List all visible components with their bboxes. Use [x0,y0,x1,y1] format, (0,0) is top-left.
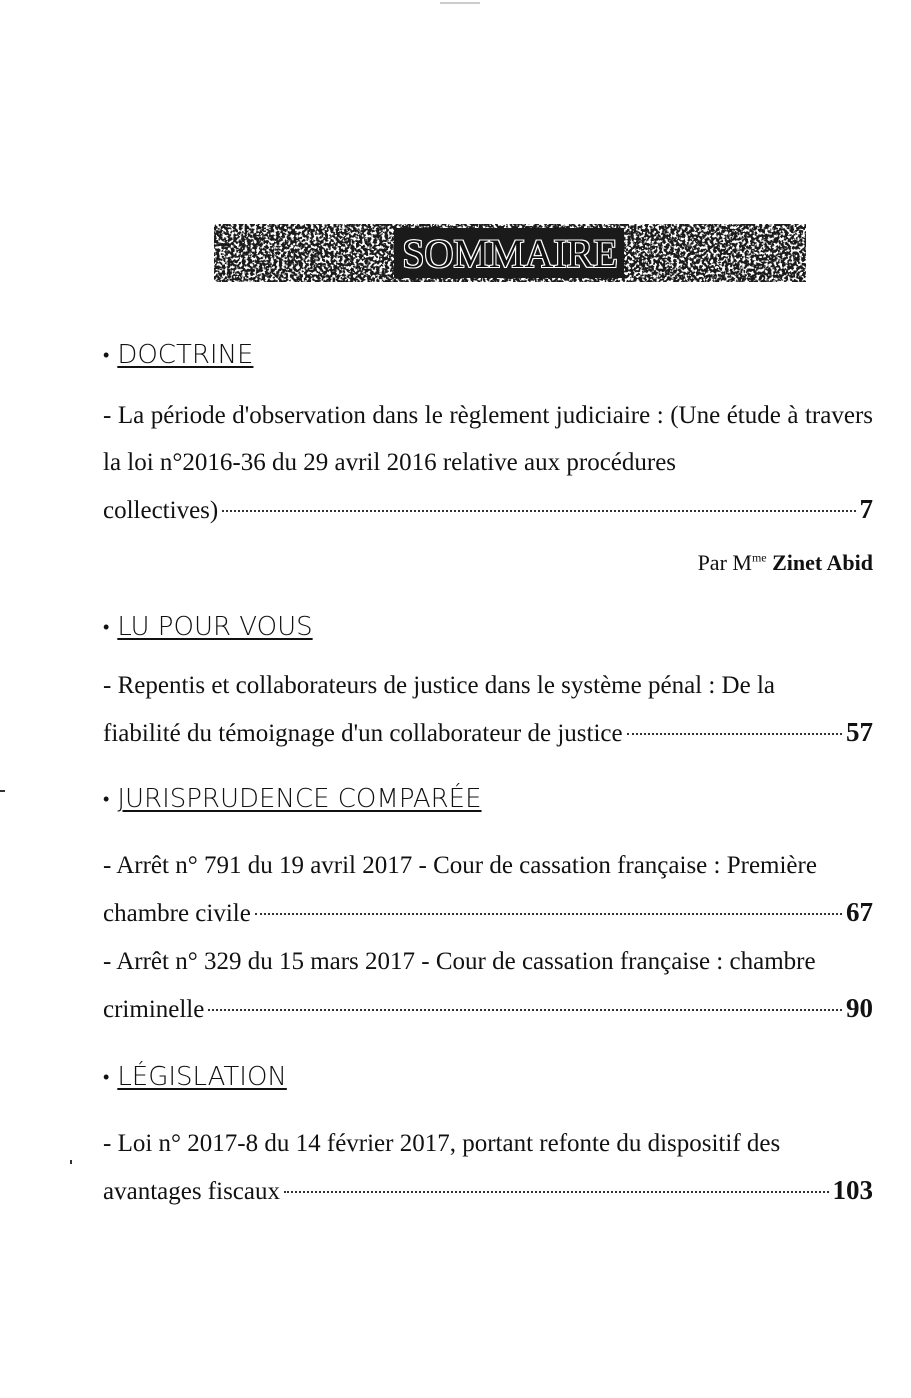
section-heading-lu-pour-vous [103,612,313,642]
entry-leader-line [103,486,873,534]
toc-entry[interactable] [103,1120,873,1215]
dot-leader [208,1009,842,1011]
entry-text: - Loi n° 2017-8 du 14 février 2017, portant refonte du dispositif des [103,1130,781,1157]
entry-leader-line [103,1167,873,1215]
bullet-icon: • [103,789,110,810]
banner-title: SOMMAIRE [402,231,618,276]
entry-text-end: criminelle [103,996,205,1023]
bullet-icon: • [103,345,110,366]
entry-leader-line [103,889,873,937]
section-heading-label: JURISPRUDENCE COMPARÉE [117,784,482,814]
entry-text: - Arrêt n° 329 du 15 mars 2017 - Cour de cassation française : chambre [103,948,816,975]
entry-text: - La période d'observation dans le règlement judiciaire : (Une étude à travers la loi n°2016-36 du 29 avril 2016 relative aux procédures [103,402,873,476]
toc-entry[interactable] [103,662,873,757]
toc-entry[interactable] [103,392,873,534]
entry-text-end: avantages fiscaux [103,1178,281,1205]
author-prefix: Par M [697,550,752,575]
scan-mark [70,1160,72,1164]
toc-entry[interactable] [103,938,873,1033]
entry-text-end: fiabilité du témoignage d'un collaborateur de justice [103,720,623,747]
entry-text: - Repentis et collaborateurs de justice dans le système pénal : De la [103,672,775,699]
dot-leader [627,733,842,735]
section-heading-label: LÉGISLATION [117,1062,287,1092]
section-heading-label: LU POUR VOUS [117,612,313,642]
section-heading-legislation [103,1062,287,1092]
section-heading-jurisprudence-comparee [103,784,482,814]
page-number: 103 [832,1175,873,1205]
page-number: 7 [859,494,873,524]
bullet-icon: • [103,617,110,638]
toc-entry[interactable] [103,842,873,937]
entry-leader-line [103,985,873,1033]
bullet-icon: • [103,1067,110,1088]
sommaire-banner [214,218,806,288]
scan-mark [440,2,480,4]
entry-leader-line [103,709,873,757]
scan-mark [0,790,5,792]
dot-leader [255,913,842,915]
page-number: 90 [846,993,873,1023]
section-heading-doctrine [103,340,253,370]
section-heading-label: DOCTRINE [117,340,254,370]
page-number: 57 [846,717,873,747]
author-name: Zinet Abid [772,550,873,575]
page-number: 67 [846,897,873,927]
entry-text-end: collectives) [103,497,219,524]
author-line [698,550,873,576]
entry-text-end: chambre civile [103,900,251,927]
dot-leader [222,510,855,512]
entry-text: - Arrêt n° 791 du 19 avril 2017 - Cour de cassation française : Première [103,852,817,879]
author-title-sup: me [751,550,767,565]
dot-leader [284,1191,828,1193]
